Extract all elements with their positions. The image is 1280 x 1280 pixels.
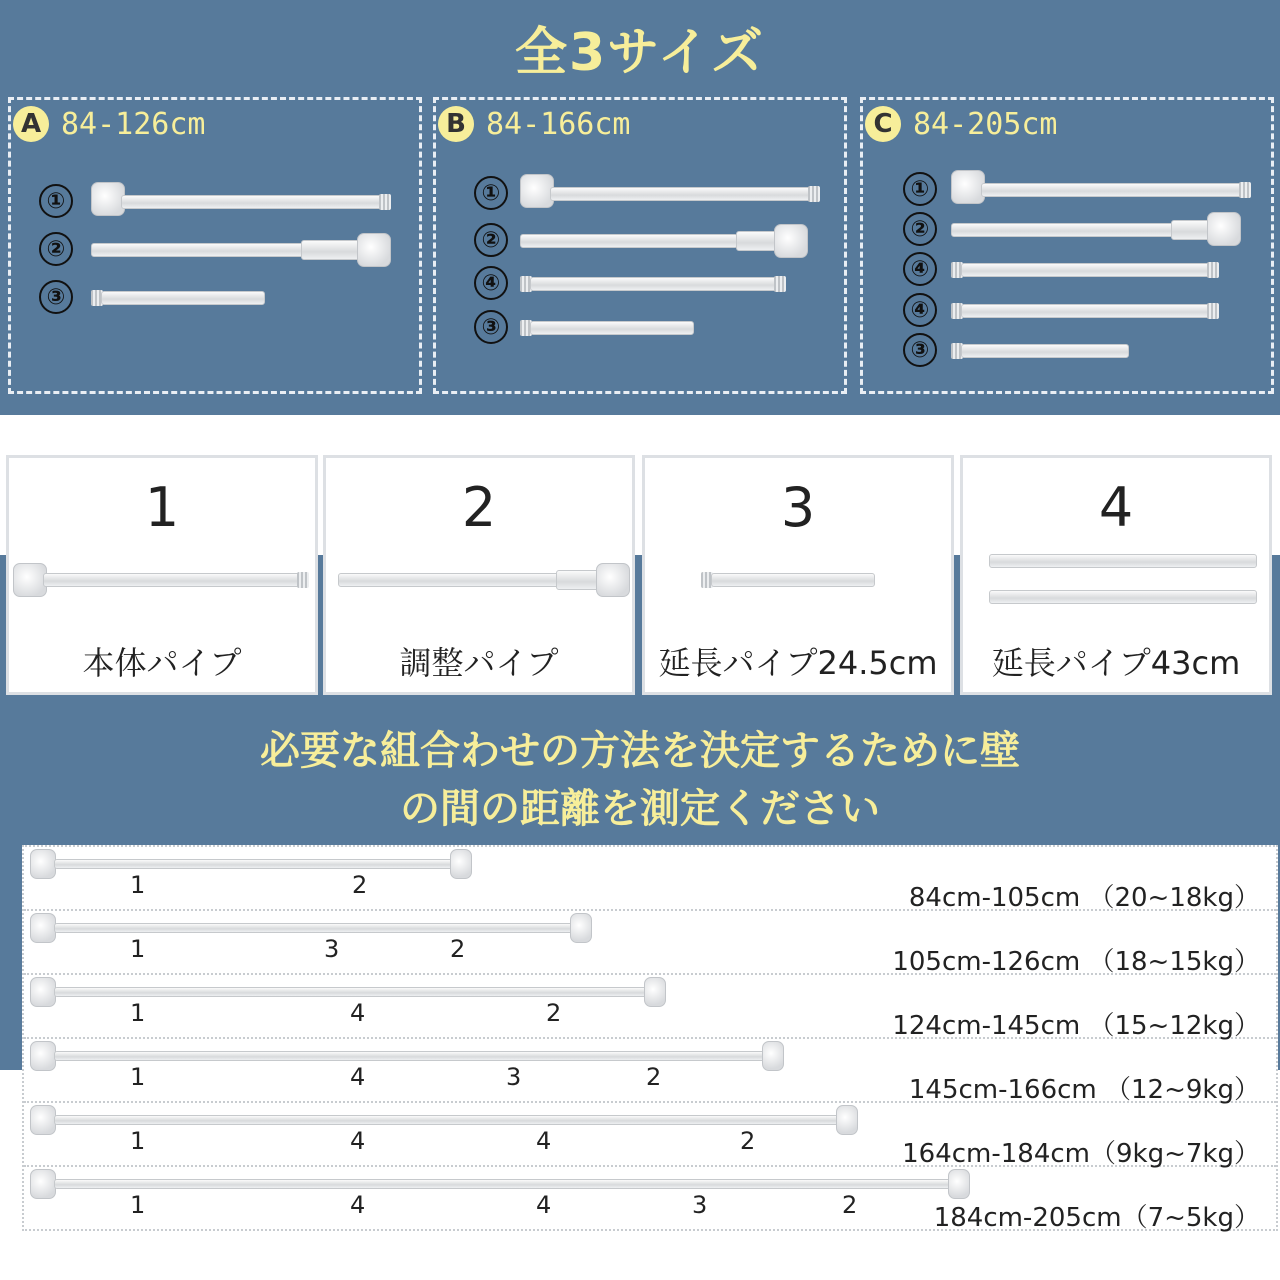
combo-part-number: 3 <box>692 1191 708 1219</box>
size-letter-badge: B <box>438 106 474 142</box>
combo-part-number: 2 <box>842 1191 858 1219</box>
adjust-pipe-thin <box>91 243 305 257</box>
pipe-thread <box>379 194 391 210</box>
part-number-circle: ④ <box>903 252 937 286</box>
part-number-circle: ② <box>474 223 508 257</box>
part-number: 2 <box>461 476 497 539</box>
extension-pipe-long <box>961 263 1211 277</box>
part-card-extension-short <box>642 455 954 695</box>
main-pipe <box>550 187 814 201</box>
end-cap <box>836 1105 858 1135</box>
extension-pipe <box>530 321 694 335</box>
size-letter-badge: C <box>865 106 901 142</box>
combo-part-number: 2 <box>450 935 466 963</box>
combo-range: 105cm-126cm （18~15kg） <box>892 947 1260 977</box>
end-cap <box>450 849 472 879</box>
combo-part-number: 4 <box>350 1063 366 1091</box>
pipe-thread <box>1239 182 1251 198</box>
size-header <box>863 102 1058 146</box>
assembled-pipe <box>54 1051 766 1061</box>
combo-part-number: 1 <box>130 871 146 899</box>
pipe-row <box>903 172 1263 202</box>
combination-row <box>24 847 1276 911</box>
pipe-row <box>39 184 399 214</box>
pipe-thread <box>297 572 309 588</box>
extension-pipe <box>711 573 875 587</box>
pipe-thread <box>808 186 820 202</box>
adjust-pipe-thin <box>951 223 1175 237</box>
combo-part-number: 4 <box>536 1191 552 1219</box>
combo-part-number: 1 <box>130 1127 146 1155</box>
end-cap <box>948 1169 970 1199</box>
combo-part-number: 4 <box>350 1191 366 1219</box>
extension-pipe-long <box>989 590 1257 604</box>
combination-row <box>24 975 1276 1039</box>
instruction-text <box>0 722 1280 838</box>
combo-part-number: 3 <box>506 1063 522 1091</box>
combination-table <box>22 845 1278 1231</box>
pipe-row <box>474 223 834 253</box>
part-label: 本体パイプ <box>82 644 242 682</box>
combo-part-number: 2 <box>546 999 562 1027</box>
end-cap <box>30 1105 56 1135</box>
instruction-line: の間の距離を測定ください <box>400 786 880 832</box>
end-cap <box>30 1041 56 1071</box>
part-number: 4 <box>1098 476 1134 539</box>
instruction-line: 必要な組合わせの方法を決定するために壁 <box>260 728 1020 774</box>
part-label: 調整パイプ <box>399 644 559 682</box>
combo-part-number: 1 <box>130 1191 146 1219</box>
combo-range: 184cm-205cm（7~5kg） <box>933 1203 1260 1233</box>
main-pipe <box>981 183 1245 197</box>
combo-part-number: 2 <box>352 871 368 899</box>
part-number-circle: ① <box>39 184 73 218</box>
combination-row <box>24 911 1276 975</box>
size-panel-c <box>860 97 1274 394</box>
adjust-pipe-thin <box>520 234 738 248</box>
page-title: 全3サイズ <box>514 23 766 83</box>
extension-pipe <box>101 291 265 305</box>
combo-part-number: 2 <box>646 1063 662 1091</box>
adjust-pipe-thin <box>338 573 560 587</box>
size-range: 84-126cm <box>61 106 206 142</box>
end-cap <box>951 170 985 204</box>
end-cap <box>596 563 630 597</box>
part-card-adjust-pipe <box>323 455 635 695</box>
end-cap <box>30 913 56 943</box>
part-label: 延長パイプ24.5cm <box>658 644 938 682</box>
end-cap <box>520 174 554 208</box>
pipe-row <box>903 333 1263 363</box>
end-cap <box>644 977 666 1007</box>
part-number-circle: ② <box>39 232 73 266</box>
end-cap <box>91 182 125 216</box>
part-number-circle: ② <box>903 212 937 246</box>
main-pipe <box>43 573 305 587</box>
part-card-extension-long <box>960 455 1272 695</box>
part-number-circle: ③ <box>474 310 508 344</box>
size-letter-badge: A <box>13 106 49 142</box>
combo-part-number: 1 <box>130 999 146 1027</box>
part-number: 1 <box>144 476 180 539</box>
combination-row <box>24 1103 1276 1167</box>
pipe-row <box>39 280 399 310</box>
pipe-row <box>474 176 834 206</box>
main-pipe <box>121 195 389 209</box>
combo-part-number: 2 <box>740 1127 756 1155</box>
combo-part-number: 1 <box>130 1063 146 1091</box>
combo-range: 124cm-145cm （15~12kg） <box>892 1011 1260 1041</box>
combo-part-number: 3 <box>324 935 340 963</box>
size-range: 84-166cm <box>486 106 631 142</box>
pipe-row <box>474 310 834 340</box>
pipe-row <box>474 266 834 296</box>
assembled-pipe <box>54 1179 952 1189</box>
combo-range: 84cm-105cm （20~18kg） <box>908 883 1260 913</box>
combo-part-number: 4 <box>536 1127 552 1155</box>
assembled-pipe <box>54 987 648 997</box>
end-cap <box>13 563 47 597</box>
size-panel-b <box>433 97 847 394</box>
end-cap <box>1207 212 1241 246</box>
combo-range: 145cm-166cm （12~9kg） <box>908 1075 1260 1105</box>
extension-pipe-long <box>530 277 780 291</box>
assembled-pipe <box>54 1115 840 1125</box>
extension-pipe-long <box>961 304 1211 318</box>
extension-pipe-long <box>989 554 1257 568</box>
part-number: 3 <box>780 476 816 539</box>
end-cap <box>30 977 56 1007</box>
end-cap <box>774 224 808 258</box>
combo-part-number: 4 <box>350 999 366 1027</box>
end-cap <box>762 1041 784 1071</box>
end-cap <box>30 849 56 879</box>
size-header <box>436 102 631 146</box>
assembled-pipe <box>54 923 574 933</box>
pipe-row <box>903 252 1263 282</box>
part-label: 延長パイプ43cm <box>991 644 1241 682</box>
combination-row <box>24 1039 1276 1103</box>
pipe-row <box>903 293 1263 323</box>
part-number-circle: ① <box>903 172 937 206</box>
part-number-circle: ③ <box>903 333 937 367</box>
assembled-pipe <box>54 859 454 869</box>
part-number-circle: ① <box>474 176 508 210</box>
pipe-row <box>903 212 1263 242</box>
extension-pipe <box>961 344 1129 358</box>
adjust-pipe-thick <box>301 240 365 260</box>
combo-part-number: 1 <box>130 935 146 963</box>
part-number-circle: ③ <box>39 280 73 314</box>
size-panel-a <box>8 97 422 394</box>
pipe-thread <box>774 276 786 292</box>
pipe-thread <box>1207 303 1219 319</box>
end-cap <box>570 913 592 943</box>
end-cap <box>357 233 391 267</box>
combo-range: 164cm-184cm（9kg~7kg） <box>902 1139 1260 1169</box>
pipe-thread <box>1207 262 1219 278</box>
part-number-circle: ④ <box>474 266 508 300</box>
part-card-main-pipe <box>6 455 318 695</box>
pipe-row <box>39 232 399 262</box>
combination-row <box>24 1167 1276 1231</box>
combo-part-number: 4 <box>350 1127 366 1155</box>
end-cap <box>30 1169 56 1199</box>
part-number-circle: ④ <box>903 293 937 327</box>
size-header <box>11 102 206 146</box>
size-range: 84-205cm <box>913 106 1058 142</box>
